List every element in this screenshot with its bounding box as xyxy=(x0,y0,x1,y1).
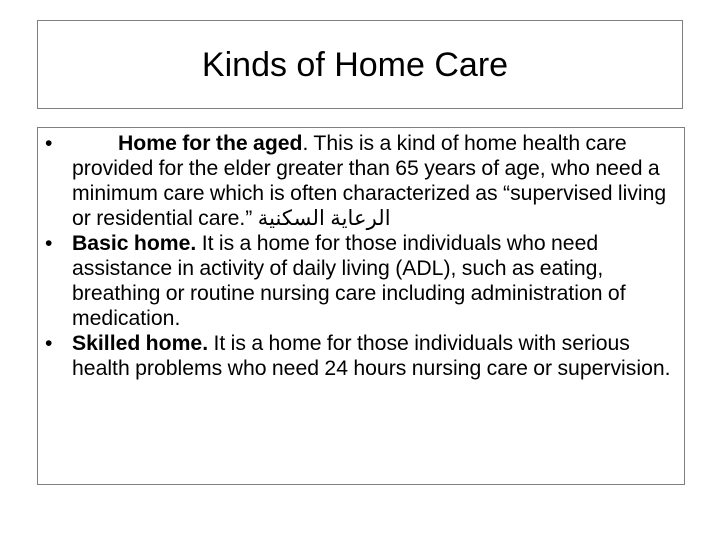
bullet-term: Skilled home. xyxy=(72,332,209,355)
bullet-term: Home for the aged xyxy=(118,132,303,155)
bullet-icon: • xyxy=(45,132,53,155)
title-placeholder xyxy=(37,20,683,109)
bullet-item-home-for-aged xyxy=(38,131,686,231)
bullet-term: Basic home. xyxy=(72,232,197,255)
bullet-item-skilled-home xyxy=(38,331,686,381)
bullet-list xyxy=(38,131,686,381)
bullet-icon: • xyxy=(45,232,53,255)
bullet-item-basic-home xyxy=(38,231,686,331)
bullet-icon: • xyxy=(45,332,53,355)
slide-title: Kinds of Home Care xyxy=(201,46,509,84)
bullet-text: It is a home for those individuals who need assistance in activity of daily living (ADL), such as eating, breathing or routine nursing care including administration of medication. xyxy=(72,232,626,330)
content-placeholder xyxy=(37,127,685,485)
bullet-text: . This is a kind of home health care provided for the elder greater than 65 years of age, who need a minimum care which is often characterized as “supervised living or residential care.” xyxy=(72,132,667,230)
bullet-text: It is a home for those individuals with serious health problems who need 24 hours nursing care or supervision. xyxy=(72,332,671,380)
arabic-term: الرعاية السكنية xyxy=(257,207,391,230)
